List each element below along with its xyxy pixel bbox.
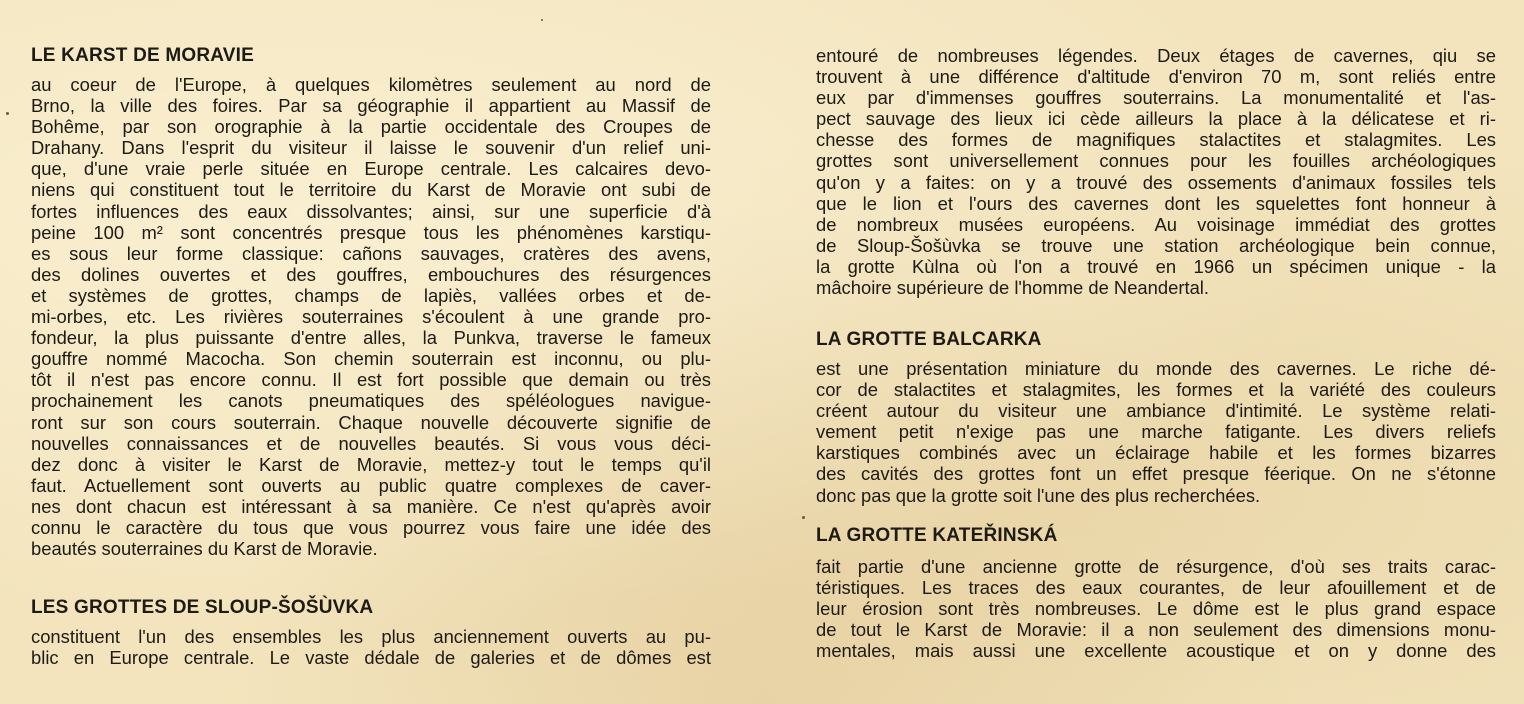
text-line: trouvent à une différence d'altitude d'environ 70 m, sont reliés entre xyxy=(816,66,1496,88)
text-line: fait partie d'une ancienne grotte de résurgence, d'où ses traits carac- xyxy=(816,556,1496,577)
text-line: constituent l'un des ensembles les plus anciennement ouverts au pu- xyxy=(31,626,711,647)
text-line: nes dont chacun est intéressant à sa manière. Ce n'est qu'après avoir xyxy=(31,495,711,517)
paragraph-sloup-sosuvka-continued xyxy=(816,45,1496,298)
heading-grotte-balcarka: LA GROTTE BALCARKA xyxy=(816,329,1042,350)
text-line: Bohême, par son orographie à la partie occidentale des Croupes de xyxy=(31,116,711,138)
text-line: de nombreux musées européens. Au voisinage immédiat des grottes xyxy=(816,213,1496,235)
text-line: Brno, la ville des foires. Par sa géographie il appartient au Massif de xyxy=(31,95,711,117)
paragraph-grottes-sloup-sosuvka xyxy=(31,626,711,668)
paper-speck xyxy=(541,19,543,21)
paper-speck xyxy=(802,516,805,519)
text-line: peine 100 m² sont concentrés presque tous les phénomènes karstiqu- xyxy=(31,221,711,243)
text-line: mi-orbes, etc. Les rivières souterraines s'écoulent à une grande pro- xyxy=(31,306,711,328)
text-line: connu le caractère du tous que vous pourrez vous faire une idée des xyxy=(31,516,711,538)
text-line: entouré de nombreuses légendes. Deux étages de cavernes, qiu se xyxy=(816,45,1496,66)
text-line: Drahany. Dans l'esprit du visiteur il laisse le souvenir d'un relief uni- xyxy=(31,137,711,159)
text-line: pect sauvage des lieux ici cède ailleurs la place à la délicatese et ri- xyxy=(816,108,1496,130)
text-line: grottes sont universellement connues pour les fouilles archéologiques xyxy=(816,150,1496,172)
text-line: karstiques combinés avec un éclairage habile et les formes bizarres xyxy=(816,442,1496,464)
text-line: donc pas que la grotte soit l'une des plus recherchées. xyxy=(816,484,1261,506)
heading-karst-de-moravie: LE KARST DE MORAVIE xyxy=(31,45,255,66)
paragraph-karst-de-moravie xyxy=(31,74,711,559)
text-line: fortes influences des eaux dissolvantes; ainsi, sur une superficie d'à xyxy=(31,200,711,222)
text-line: beautés souterraines du Karst de Moravie. xyxy=(31,538,378,560)
text-line: fondeur, la plus puissante d'entre alles, la Punkva, traverse le fameux xyxy=(31,327,711,349)
text-line: gouffre nommé Macocha. Son chemin souterrain est inconnu, ou plu- xyxy=(31,348,711,370)
text-line: que, d'une vraie perle située en Europe centrale. Les calcaires devo- xyxy=(31,158,711,180)
text-line: mentales, mais aussi une excellente acoustique et on y donne des xyxy=(816,640,1496,662)
paragraph-grotte-katerinska xyxy=(816,556,1496,661)
text-line: que le lion et l'ours des cavernes dont les squelettes font honneur à xyxy=(816,192,1496,214)
text-line: niens qui constituent tout le territoire du Karst de Moravie ont subi de xyxy=(31,179,711,201)
text-line: dez donc à visiter le Karst de Moravie, mettez-y tout le temps qu'il xyxy=(31,453,711,475)
text-line: est une présentation miniature du monde des cavernes. Le riche dé- xyxy=(816,358,1496,379)
text-line: eux par d'immenses gouffres souterrains. La monumentalité et l'as- xyxy=(816,87,1496,109)
text-line: de tout le Karst de Moravie: il a non seulement des dimensions monu- xyxy=(816,619,1496,641)
text-line: leur érosion sont très nombreuses. Le dôme est le plus grand espace xyxy=(816,598,1496,620)
text-line: blic en Europe centrale. Le vaste dédale de galeries et de dômes est xyxy=(31,647,711,669)
text-line: ront sur son cours souterrain. Chaque nouvelle découverte signifie de xyxy=(31,411,711,433)
text-line: de Sloup-Šošùvka se trouve une station archéologique bein connue, xyxy=(816,234,1496,256)
heading-grotte-katerinska: LA GROTTE KATEŘINSKÁ xyxy=(816,525,1058,546)
text-line: chesse des formes de magnifiques stalactites et stalagmites. Les xyxy=(816,129,1496,151)
text-line: qu'on y a faites: on y a trouvé des ossements d'animaux fossiles tels xyxy=(816,171,1496,193)
paragraph-grotte-balcarka xyxy=(816,358,1496,506)
text-line: créent autour du visiteur une ambiance d'intimité. Le système relati- xyxy=(816,400,1496,422)
paper-speck xyxy=(6,112,9,115)
text-line: faut. Actuellement sont ouverts au public quatre complexes de caver- xyxy=(31,474,711,496)
text-line: la grotte Kùlna où l'on a trouvé en 1966 un spécimen unique - la xyxy=(816,255,1496,277)
text-line: téristiques. Les traces des eaux courantes, de leur afouillement et de xyxy=(816,577,1496,599)
text-line: es sous leur forme classique: cañons sauvages, cratères des avens, xyxy=(31,242,711,264)
text-line: au coeur de l'Europe, à quelques kilomètres seulement au nord de xyxy=(31,74,711,95)
text-line: vement petit n'exige pas une marche fatigante. Les divers reliefs xyxy=(816,421,1496,443)
text-line: et systèmes de grottes, champs de lapiès, vallées orbes et de- xyxy=(31,284,711,306)
text-line: nouvelles connaissances et de nouvelles beautés. Si vous vous déci- xyxy=(31,432,711,454)
text-line: des dolines ouvertes et des gouffres, embouchures des résurgences xyxy=(31,263,711,285)
text-line: tôt il n'est pas encore connu. Il est fort possible que demain ou très xyxy=(31,369,711,391)
text-line: prochainement les canots pneumatiques des spéléologues navigue- xyxy=(31,390,711,412)
heading-grottes-sloup-sosuvka: LES GROTTES DE SLOUP-ŠOŠÙVKA xyxy=(31,597,374,618)
text-line: des cavités des grottes font un effet presque féerique. On ne s'étonne xyxy=(816,463,1496,485)
text-line: mâchoire supérieure de l'homme de Neandertal. xyxy=(816,277,1209,299)
text-line: cor de stalactites et stalagmites, les formes et la variété des couleurs xyxy=(816,379,1496,401)
